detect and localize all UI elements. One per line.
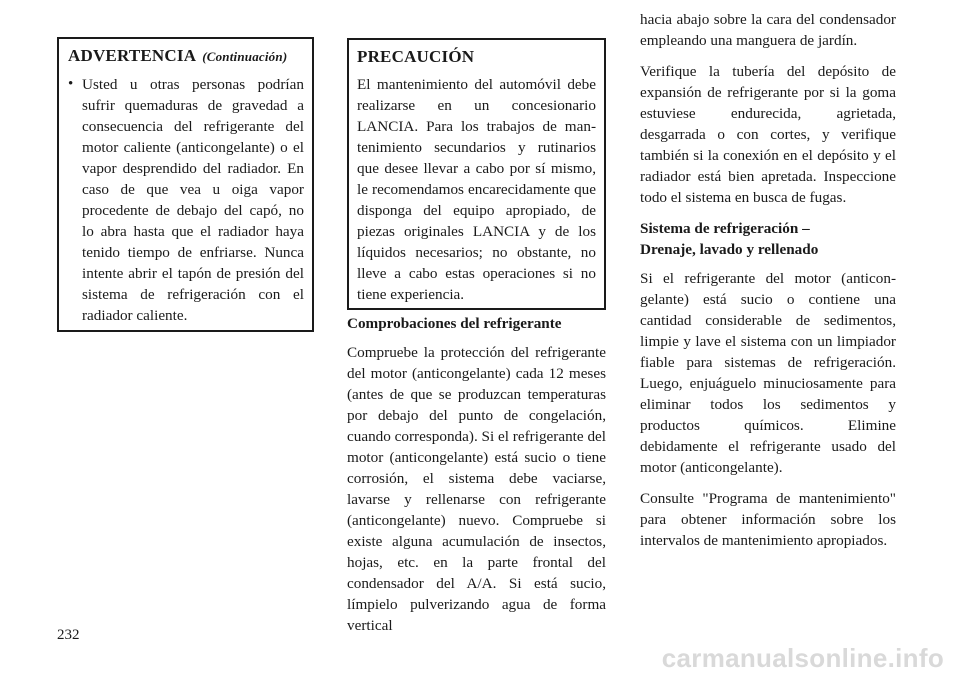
warning-title: ADVERTENCIA (68, 46, 197, 65)
caution-title: PRECAUCIÓN (357, 47, 475, 66)
warning-continuation: (Continuación) (202, 49, 288, 64)
warning-bullet-text: Usted u otras personas podrían sufrir quemaduras de gravedad a consecuencia del refrigerante del motor caliente (anticongelante) o el vapor desprendido del radiador. En caso de que vea u oiga vapor procedente de debajo del capó, no lo abra hasta que el radiador haya tenido tiempo de enfriarse. Nunca intente abrir el tapón de presión del sistema de refrigeración con el radiador caliente. (82, 76, 304, 324)
drain-flush-title-line2: Drenaje, lavado y rellenado (640, 241, 819, 258)
middle-column (347, 313, 606, 646)
warning-heading (68, 45, 304, 68)
caution-box (347, 38, 606, 310)
drain-flush-text: Si el refrigerante del motor (anticongelante) está sucio o contiene una cantidad considerable de sedimentos, limpie y lave el sistema con un limpiador fiable para sistemas de refrigeración. Luego, enjuáguelo minuciosamente para eliminar todos los sedimentos y productos químicos. Elimine debidamente el refrigerante usado del motor (anticongelante). (640, 270, 896, 476)
drain-flush-title (640, 218, 896, 260)
coolant-checks-text: Compruebe la protección del refrigerante del motor (anticongelante) cada 12 meses (antes de que se produzcan temperaturas por debajo del punto de congelación, cuando corresponda). Si el refrigerante del motor (anticongelante) está sucio o tiene corrosión, el sistema debe vaciarse, lavarse y rellenarse con refrigerante (anticongelante) nuevo. Compruebe si existe alguna acumulación de insectos, hojas, etc. en la parte frontal del condensador del A/A. Si está sucio, límpielo pulverizando agua de forma vertical (347, 344, 606, 634)
hose-check-text: Verifique la tubería del depósito de expansión de refrigerante por si la goma estuviese endurecida, agrietada, desgarrada o con cortes, y verifique también si la conexión en el depósito y el radiador está bien apretada. Inspeccione todo el sistema en busca de fugas. (640, 63, 896, 206)
watermark: carmanualsonline.info (661, 643, 944, 673)
page-number: 232 (57, 627, 80, 643)
bullet-icon: • (68, 76, 74, 92)
condenser-continuation-text: hacia abajo sobre la cara del condensador empleando una manguera de jardín. (640, 11, 896, 49)
coolant-checks-title: Comprobaciones del refrigerante (347, 315, 562, 332)
caution-text: El mantenimiento del automóvil debe realizarse en un concesionario LANCIA. Para los trabajos de mantenimiento secundarios y rutinarios que desee llevar a cabo por sí mismo, le recomendamos encarecidamente que disponga del equipo apropiado, de piezas originales LANCIA y de los líquidos necesarios; no obstante, no lleve a cabo estas operaciones si no tiene experiencia. (357, 76, 596, 303)
warning-box (57, 37, 314, 332)
warning-bullet-item (68, 74, 304, 326)
drain-flush-title-line1: Sistema de refrigeración – (640, 220, 810, 237)
right-column (640, 9, 896, 561)
maintenance-schedule-text: Consulte "Programa de mantenimiento" para obtener información sobre los intervalos de mantenimiento apropiados. (640, 490, 896, 549)
